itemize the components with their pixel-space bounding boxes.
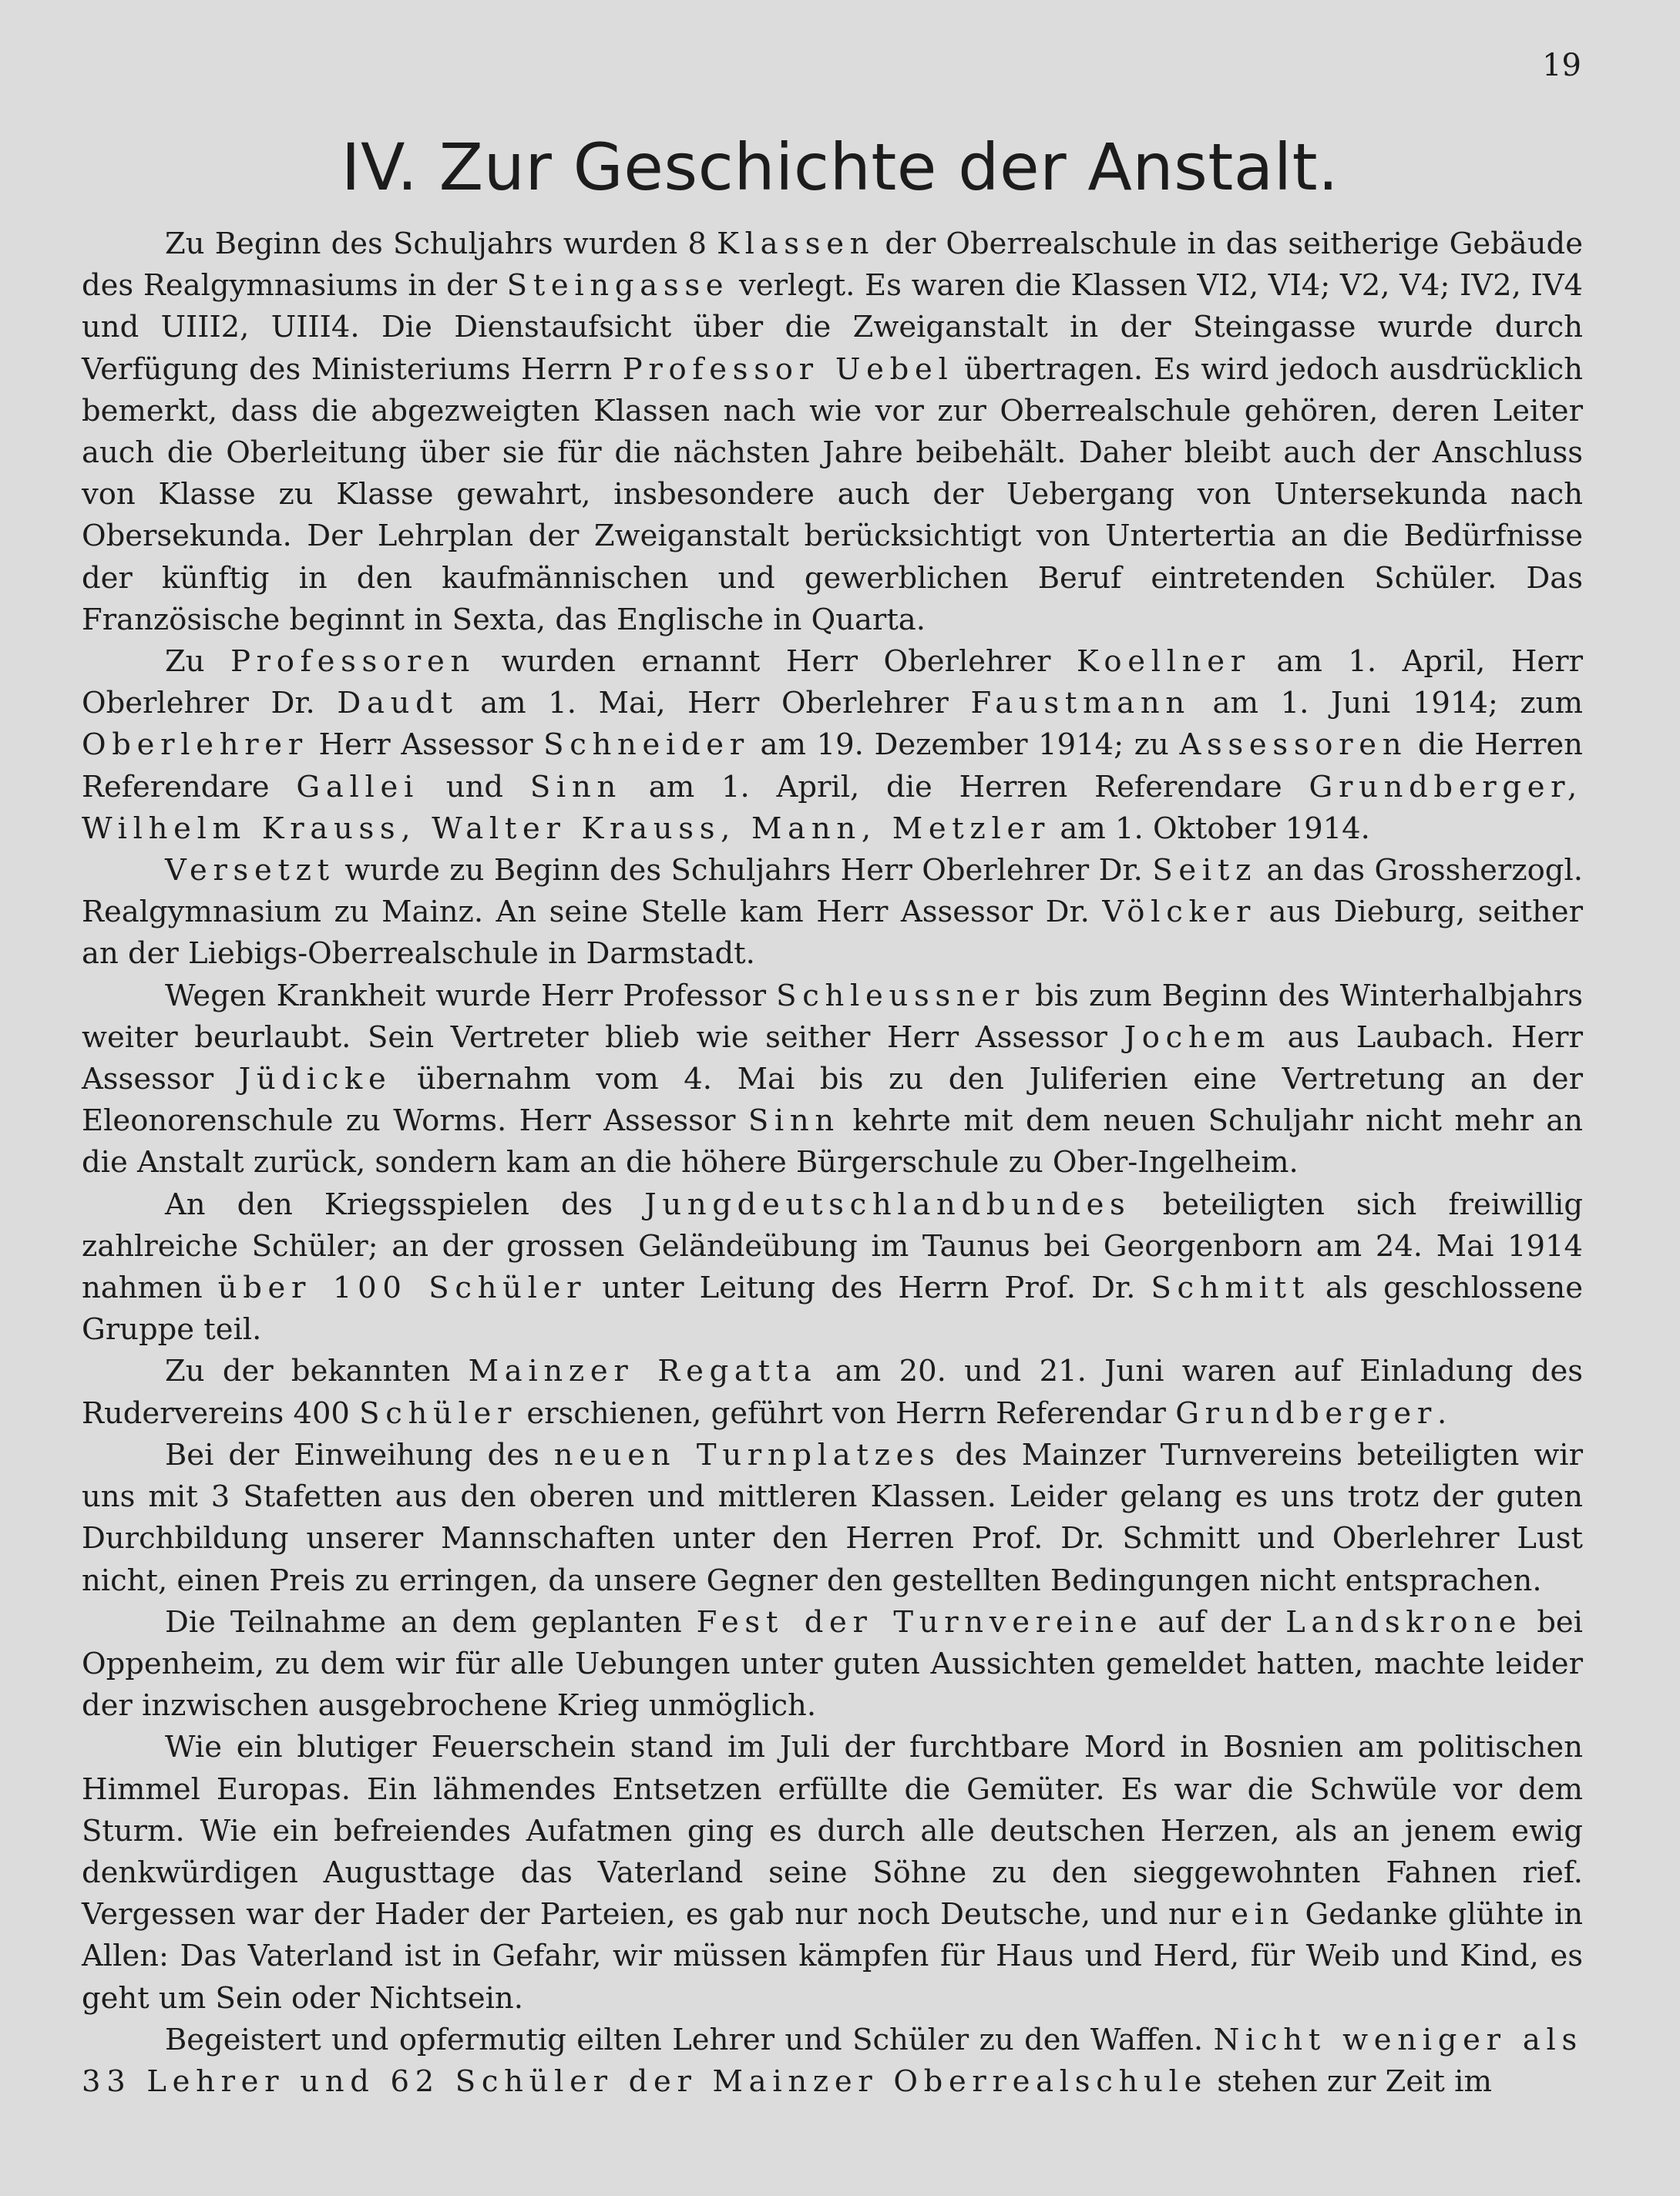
text-run: auf der <box>1143 1604 1286 1640</box>
spaced-text: Gallei <box>296 769 420 804</box>
spaced-text: Assessoren <box>1179 727 1408 763</box>
text-run: Zu <box>165 644 231 680</box>
spaced-text: Sinn <box>529 769 622 804</box>
text-run: am 1. April, Herr Oberlehrer Dr. <box>82 644 1583 721</box>
text-run: beteiligten sich freiwillig zahlreiche Schüler; an der grossen Geländeübung im Taunus bei Georgenborn am 24. Mai 1914 nahmen <box>82 1187 1583 1306</box>
text-run: und <box>419 769 530 804</box>
text-run: bis zum Beginn des Winterhalbjahrs weiter beurlaubt. Sein Vertreter blieb wie seither Herr Assessor <box>82 978 1583 1055</box>
text-run: an das Grossherzogl. Realgymnasium zu Mainz. An seine Stelle kam Herr Assessor Dr. <box>82 853 1583 930</box>
text-run: übernahm vom 4. Mai bis zu den Juliferien eine Vertretung an der Eleonorenschule zu Worms. Herr Assessor <box>82 1062 1583 1139</box>
page-number: 19 <box>1542 48 1581 83</box>
text-run: am 19. Dezember 1914; zu <box>749 727 1180 763</box>
text-run: stehen zur Zeit im <box>1208 2063 1492 2099</box>
text-run: aus Laubach. Herr Assessor <box>82 1019 1583 1097</box>
spaced-text: ein <box>1231 1897 1295 1932</box>
spaced-text: Faustmann <box>970 686 1191 721</box>
spaced-text: über 100 Schüler <box>217 1271 587 1306</box>
paragraph <box>82 975 1583 1184</box>
text-run: wurden ernannt Herr Oberlehrer <box>475 644 1077 680</box>
text-run: . <box>1436 1395 1447 1431</box>
paragraph <box>82 850 1583 975</box>
spaced-text: Fest der Turnvereine <box>696 1604 1144 1640</box>
spaced-text: Seitz <box>1152 853 1258 888</box>
spaced-text: Daudt <box>337 686 459 721</box>
spaced-text: Mainzer Regatta <box>468 1354 818 1389</box>
text-run: verlegt. Es waren die Klassen VI2, VI4; V2, V4; IV2, IV4 und UIII2, UIII4. Die Dienstaufsicht über die Zweiganstalt in der Steingasse wurde durch Verfügung des Ministeriums Herrn <box>82 268 1583 387</box>
text-run: als geschlossene Gruppe teil. <box>82 1271 1583 1348</box>
text-run: am 20. und 21. Juni waren auf Einladung des Rudervereins 400 <box>82 1354 1583 1431</box>
spaced-text: Sinn <box>748 1103 840 1139</box>
text-run: Gedanke glühte in Allen: Das Vaterland ist in Gefahr, wir müssen kämpfen für Haus und Herd, für Weib und Kind, es geht um Sein oder Nichtsein. <box>82 1897 1583 2016</box>
spaced-text: Nicht weniger als 33 Lehrer und 62 Schüler der Mainzer Oberrealschule <box>82 2022 1583 2099</box>
text-run: Bei der Einweihung des <box>165 1437 554 1472</box>
paragraph <box>82 2020 1583 2103</box>
paragraph <box>82 641 1583 850</box>
text-run: kehrte mit dem neuen Schuljahr nicht mehr an die Anstalt zurück, sondern kam an die höhere Bürgerschule zu Ober-Ingelheim. <box>82 1103 1583 1180</box>
text-run: Wegen Krankheit wurde Herr Professor <box>165 978 777 1013</box>
spaced-text: Steingasse <box>506 268 730 304</box>
text-run: Begeistert und opfermutig eilten Lehrer und Schüler zu den Waffen. <box>165 2022 1214 2057</box>
page-title: IV. Zur Geschichte der Anstalt. <box>341 129 1339 205</box>
text-run: aus Dieburg, seither an der Liebigs-Oberrealschule in Darmstadt. <box>82 895 1583 972</box>
paragraph <box>82 1184 1583 1352</box>
text-run: am 1. Mai, Herr Oberlehrer <box>458 686 971 721</box>
paragraph <box>82 1435 1583 1602</box>
text-run: am 1. Juni 1914; zum <box>1190 686 1584 721</box>
text-run: unter Leitung des Herrn Prof. Dr. <box>586 1271 1151 1306</box>
spaced-text: Jochem <box>1124 1019 1272 1055</box>
spaced-text: Schüler <box>359 1395 518 1431</box>
spaced-text: Landskrone <box>1285 1604 1523 1640</box>
text-run: übertragen. Es wird jedoch ausdrücklich bemerkt, dass die abgezweigten Klassen nach wie vor zur Oberrealschule gehören, deren Leiter auch die Oberleitung über sie für die nächsten Jahre beibehält. Daher bleibt auch der Anschluss von Klasse zu Klasse gewahrt, insbesondere auch der Uebergang von Untersekunda nach Obersekunda. Der Lehrplan der Zweiganstalt berücksichtigt von Untertertia an die Bedürfnisse der künftig in den kaufmännischen und gewerblichen Beruf eintretenden Schüler. Das Französische beginnt in Sexta, das Englische in Quarta. <box>82 351 1583 637</box>
text-run: An den Kriegsspielen des <box>165 1187 645 1222</box>
text-run: am 1. Oktober 1914. <box>1050 811 1370 846</box>
spaced-text: Grundberger, Wilhelm Krauss, Walter Krauss, Mann, Metzler <box>82 769 1583 846</box>
spaced-text: neuen Turnplatzes <box>553 1437 941 1472</box>
spaced-text: Versetzt <box>165 853 335 888</box>
spaced-text: Koellner <box>1076 644 1251 680</box>
paragraph <box>82 1602 1583 1728</box>
spaced-text: Professoren <box>230 644 475 680</box>
spaced-text: Völcker <box>1102 895 1257 930</box>
spaced-text: Grundberger <box>1175 1395 1437 1431</box>
paragraph <box>82 223 1583 641</box>
body-text <box>82 223 1583 2103</box>
spaced-text: Klassen <box>717 227 875 261</box>
text-run: Herr Assessor <box>307 727 544 763</box>
spaced-text: Schneider <box>543 727 750 763</box>
text-run: Zu der bekannten <box>165 1354 469 1389</box>
text-run: wurde zu Beginn des Schuljahrs Herr Oberlehrer Dr. <box>334 853 1153 888</box>
paragraph <box>82 1727 1583 2019</box>
text-run: Die Teilnahme an dem geplanten <box>165 1604 697 1640</box>
text-run: am 1. April, die Herren Referendare <box>621 769 1309 804</box>
text-run: erschienen, geführt von Herrn Referendar <box>517 1395 1176 1431</box>
spaced-text: Schleussner <box>776 978 1025 1013</box>
text-run: des Mainzer Turnvereins beteiligten wir uns mit 3 Stafetten aus den oberen und mittleren Klassen. Leider gelang es uns trotz der guten Durchbildung unserer Mannschaften unter den Herren Prof. Dr. Schmitt und Oberlehrer Lust nicht, einen Preis zu erringen, da unsere Gegner den gestellten Bedingungen nicht entsprachen. <box>82 1437 1583 1598</box>
text-run: der Oberrealschule in das seitherige Gebäude des Realgymnasiums in der <box>82 227 1583 304</box>
spaced-text: Schmitt <box>1151 1271 1310 1306</box>
spaced-text: Oberlehrer <box>82 727 308 763</box>
spaced-text: Jungdeutschlandbundes <box>644 1187 1131 1222</box>
spaced-text: Jüdicke <box>238 1062 392 1097</box>
spaced-text: Professor Uebel <box>622 351 954 387</box>
text-run: bei Oppenheim, zu dem wir für alle Uebungen unter guten Aussichten gemeldet hatten, machte leider der inzwischen ausgebrochene Krieg unmöglich. <box>82 1604 1583 1724</box>
text-run: die Herren Referendare <box>82 727 1583 804</box>
paragraph <box>82 1351 1583 1434</box>
text-run: Wie ein blutiger Feuerschein stand im Juli der furchtbare Mord in Bosnien am politischen Himmel Europas. Ein lähmendes Entsetzen erfüllte die Gemüter. Es war die Schwüle vor dem Sturm. Wie ein befreiendes Aufatmen ging es durch alle deutschen Herzen, als an jenem ewig denkwürdigen Augusttage das Vaterland seine Söhne zu den sieggewohnten Fahnen rief. Vergessen war der Hader der Parteien, es gab nur noch Deutsche, und nur <box>82 1730 1583 1932</box>
text-run: Zu Beginn des Schuljahrs wurden 8 <box>165 227 717 261</box>
